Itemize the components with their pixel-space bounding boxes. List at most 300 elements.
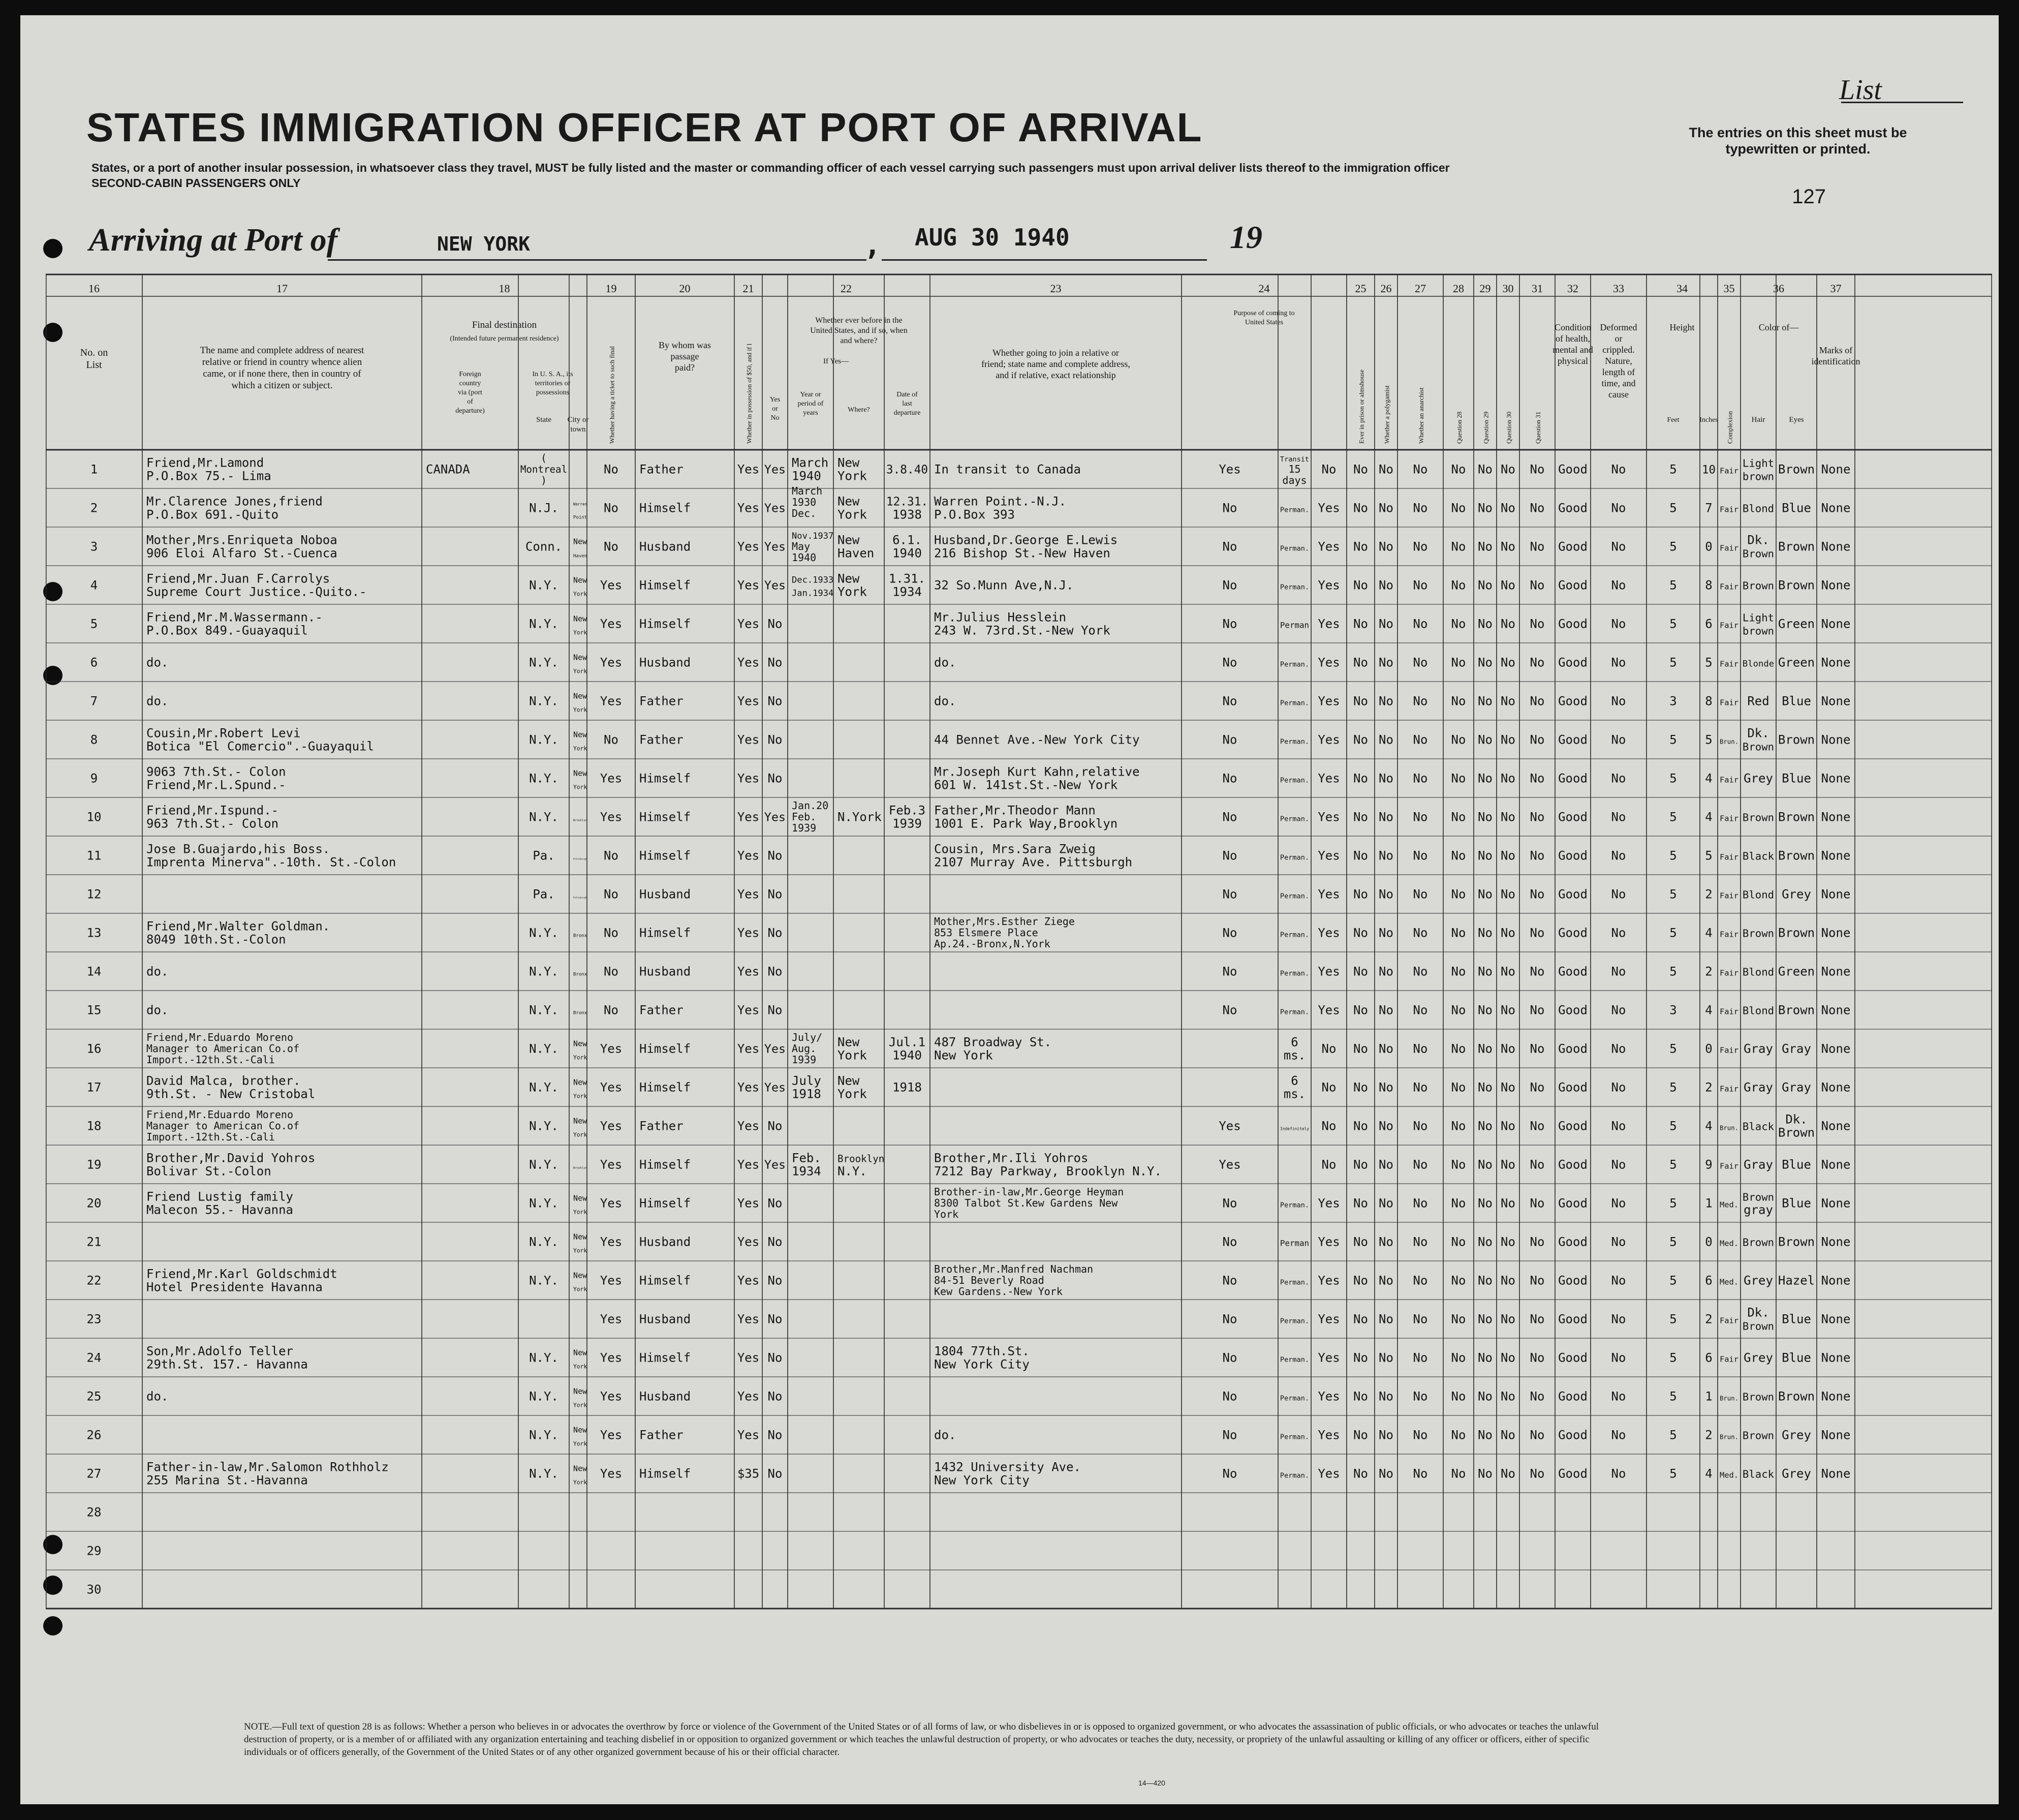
cell-before: Yes: [764, 1157, 786, 1172]
cell-rel: Botica "El Comercio".-Guayaquil: [146, 739, 374, 754]
cell-p31: No: [1530, 539, 1545, 554]
cell-year: Jan.1934: [792, 588, 834, 599]
cell-money: Yes: [737, 578, 760, 593]
cell-comp: Brun.: [1719, 738, 1739, 746]
cell-p27: No: [1413, 1466, 1428, 1481]
cell-p29: No: [1478, 848, 1493, 863]
cell-cit: Yes: [1318, 1196, 1340, 1211]
cell-rel: Friend,Mr.Eduardo Moreno: [146, 1031, 293, 1043]
cell-p31: No: [1530, 501, 1545, 515]
cell-hair: Brown: [1742, 1391, 1775, 1403]
cell-in: 4: [1705, 926, 1713, 940]
cell-p31: No: [1530, 1350, 1545, 1365]
cell-city: York: [573, 1479, 587, 1486]
cell-rel: Friend Lustig family: [146, 1189, 293, 1204]
header-purpose: United States: [1245, 319, 1284, 326]
cell-p25: No: [1353, 848, 1368, 863]
cell-ticket: Yes: [600, 1157, 623, 1172]
column-number: 29: [1479, 282, 1491, 295]
cell-p26: No: [1379, 539, 1393, 554]
cell-in: 8: [1705, 694, 1713, 708]
cell-p31: No: [1530, 1003, 1545, 1017]
cell-comp: Med.: [1719, 1239, 1739, 1248]
cell-money: Yes: [737, 1350, 760, 1365]
cell-p27: No: [1413, 462, 1428, 477]
cell-cit: Yes: [1318, 771, 1340, 786]
cell-p30: No: [1501, 462, 1515, 477]
cell-p27: No: [1413, 1157, 1428, 1172]
cell-len: 6: [1291, 1073, 1298, 1088]
cell-health: Good: [1558, 1235, 1588, 1249]
cell-city: York: [573, 1054, 587, 1061]
cell-health: Good: [1558, 964, 1588, 979]
header-passage-paid: passage: [670, 351, 699, 361]
cell-ft: 5: [1669, 1041, 1677, 1056]
cell-paid: Himself: [639, 616, 691, 631]
cell-cit: Yes: [1318, 926, 1340, 940]
cell-state: N.Y.: [529, 655, 558, 670]
cell-p31: No: [1530, 1041, 1545, 1056]
header-rotated-25: Ever in prison or almshouse: [1357, 369, 1365, 444]
cell-marks: None: [1821, 810, 1851, 824]
cell-p25: No: [1353, 1312, 1368, 1327]
cell-p28: No: [1451, 1312, 1466, 1327]
cell-in: 2: [1705, 1312, 1713, 1327]
cell-eyes: Brown: [1778, 578, 1815, 593]
cell-ticket: Yes: [600, 810, 623, 824]
cell-ft: 5: [1669, 655, 1677, 670]
cell-money: Yes: [737, 462, 760, 477]
cell-rel: Jose B.Guajardo,his Boss.: [146, 842, 330, 856]
cell-p27: No: [1413, 771, 1428, 786]
cell-city: New: [573, 653, 587, 662]
cell-comp: Fair: [1719, 1045, 1739, 1055]
cell-p29: No: [1478, 1235, 1493, 1249]
cell-year: 1940: [792, 551, 817, 564]
cell-p27: No: [1413, 1312, 1428, 1327]
cell-date: 1938: [892, 507, 922, 522]
cell-no: 30: [86, 1582, 102, 1597]
cell-join: Brother,Mr.Manfred Nachman: [934, 1263, 1094, 1275]
cell-p27: No: [1413, 1119, 1428, 1133]
cell-paid: Husband: [639, 539, 691, 554]
cell-city: Bronx: [573, 1010, 587, 1016]
cell-paid: Himself: [639, 1350, 691, 1365]
cell-p25: No: [1353, 1196, 1368, 1211]
cell-rel: Friend,Mr.Karl Goldschmidt: [146, 1267, 337, 1281]
cell-city: York: [573, 745, 587, 752]
cell-p30: No: [1501, 694, 1515, 708]
cell-city: Bronx: [573, 972, 587, 977]
cell-p30: No: [1501, 1466, 1515, 1481]
cell-in: 4: [1705, 810, 1713, 824]
cell-p27: No: [1413, 848, 1428, 863]
cell-rel: P.O.Box 691.-Quito: [146, 507, 279, 522]
cell-where: New: [837, 494, 860, 509]
cell-before: No: [767, 1389, 783, 1404]
cell-len: Perman.: [1280, 931, 1310, 939]
cell-health: Good: [1558, 462, 1588, 477]
cell-money: Yes: [737, 1157, 760, 1172]
cell-where: New: [837, 1073, 860, 1088]
column-number: 26: [1380, 282, 1392, 295]
cell-rel: do.: [146, 655, 169, 670]
cell-join: 487 Broadway St.: [934, 1035, 1052, 1050]
cell-comp: Fair: [1719, 1084, 1739, 1094]
column-number: 36: [1773, 282, 1784, 295]
page-title: STATES IMMIGRATION OFFICER AT PORT OF ARRIVAL: [86, 105, 1203, 150]
cell-hair: Grey: [1744, 1273, 1773, 1288]
cell-health: Good: [1558, 1157, 1588, 1172]
cell-no: 22: [86, 1273, 102, 1288]
cell-cit: Yes: [1318, 578, 1340, 593]
cell-ticket: No: [604, 964, 618, 979]
cell-paid: Himself: [639, 578, 691, 593]
cell-join: 601 W. 141st.St.-New York: [934, 778, 1118, 792]
cell-in: 2: [1705, 887, 1713, 902]
cell-deformed: No: [1611, 539, 1626, 554]
cell-p28: No: [1451, 964, 1466, 979]
cell-len: Perman.: [1280, 815, 1310, 823]
cell-p28: No: [1451, 616, 1466, 631]
cell-p25: No: [1353, 1428, 1368, 1442]
cell-purpose: No: [1222, 1235, 1237, 1249]
cell-health: Good: [1558, 578, 1588, 593]
cell-comp: Fair: [1719, 1354, 1739, 1364]
cell-no: 7: [90, 694, 98, 708]
subhead-foreign-country: Foreign: [459, 371, 481, 378]
cell-rel: David Malca, brother.: [146, 1073, 301, 1088]
cell-eyes: Blue: [1782, 1350, 1811, 1365]
cell-p29: No: [1478, 1119, 1493, 1133]
cell-ticket: Yes: [600, 1041, 623, 1056]
cell-eyes: Blue: [1782, 1196, 1811, 1211]
cell-rel: Mother,Mrs.Enriqueta Noboa: [146, 533, 337, 547]
cell-no: 10: [86, 810, 102, 824]
cell-health: Good: [1558, 926, 1588, 940]
cell-marks: None: [1821, 964, 1851, 979]
header-rotated-28: Question 28: [1455, 411, 1463, 444]
subhead-year: Year or: [800, 391, 821, 398]
cell-money: Yes: [737, 771, 760, 786]
cell-year: Feb.: [792, 1151, 821, 1165]
cell-p30: No: [1501, 926, 1515, 940]
cell-deformed: No: [1611, 964, 1626, 979]
cell-eyes: Brown: [1778, 539, 1815, 554]
cell-in: 0: [1705, 1235, 1713, 1249]
cell-p26: No: [1379, 1350, 1393, 1365]
cell-purpose: No: [1222, 848, 1237, 863]
cell-cit: Yes: [1318, 1389, 1340, 1404]
cell-p28: No: [1451, 1466, 1466, 1481]
cell-len: Perman.: [1280, 1008, 1310, 1016]
cell-deformed: No: [1611, 1196, 1626, 1211]
cell-hair: Dk.: [1747, 726, 1769, 741]
cell-cit: Yes: [1318, 1003, 1340, 1017]
cell-ft: 5: [1669, 964, 1677, 979]
cell-join: 44 Bennet Ave.-New York City: [934, 732, 1140, 747]
cell-ft: 5: [1669, 1235, 1677, 1249]
cell-p29: No: [1478, 964, 1493, 979]
cell-before: No: [767, 1119, 783, 1133]
cell-p25: No: [1353, 616, 1368, 631]
header-rotated-26: Whether a polygamist: [1383, 385, 1391, 444]
cell-marks: None: [1821, 1003, 1851, 1017]
cell-deformed: No: [1611, 887, 1626, 902]
subhead-yes-no: or: [772, 405, 778, 413]
cell-p29: No: [1478, 1080, 1493, 1095]
cell-year: May: [792, 540, 811, 552]
cell-paid: Himself: [639, 926, 691, 940]
cell-p30: No: [1501, 616, 1515, 631]
cell-city: New: [573, 537, 587, 546]
cell-no: 6: [90, 655, 98, 670]
cell-date: 1934: [892, 584, 922, 599]
cell-in: 4: [1705, 1466, 1713, 1481]
cell-purpose: No: [1222, 501, 1237, 515]
cell-hair: Grey: [1744, 771, 1773, 786]
cell-p26: No: [1379, 810, 1393, 824]
cell-purpose: No: [1222, 1350, 1237, 1365]
cell-p28: No: [1451, 1157, 1466, 1172]
cell-before: No: [767, 655, 783, 670]
cell-p25: No: [1353, 694, 1368, 708]
header-marks: Marks of: [1819, 345, 1853, 355]
cell-eyes: Gray: [1782, 1080, 1811, 1095]
cell-in: 10: [1701, 463, 1716, 477]
cell-p26: No: [1379, 1196, 1393, 1211]
cell-p29: No: [1478, 926, 1493, 940]
cell-p31: No: [1530, 771, 1545, 786]
cell-p28: No: [1451, 1389, 1466, 1404]
cell-state: N.Y.: [529, 1196, 558, 1211]
cell-p28: No: [1451, 1273, 1466, 1288]
cell-eyes: Grey: [1782, 1428, 1811, 1442]
cell-comp: Fair: [1719, 968, 1739, 978]
date-line: [882, 259, 1207, 261]
cell-paid: Husband: [639, 964, 691, 979]
cell-ticket: Yes: [600, 1196, 623, 1211]
cell-state: N.Y.: [529, 694, 558, 708]
cell-year: Feb.: [792, 811, 817, 823]
cell-state: N.Y.: [529, 926, 558, 940]
cell-in: 2: [1705, 1080, 1713, 1095]
cell-city: New: [573, 1425, 587, 1435]
cell-p28: No: [1451, 501, 1466, 515]
cell-p25: No: [1353, 539, 1368, 554]
cell-health: Good: [1558, 616, 1588, 631]
header-health: mental and: [1552, 345, 1593, 355]
cell-p28: No: [1451, 655, 1466, 670]
cell-eyes: Brown: [1778, 848, 1815, 863]
port-value: NEW YORK: [437, 233, 531, 255]
cell-purpose: No: [1222, 1389, 1237, 1404]
subhead-foreign-country: via (port: [458, 389, 482, 396]
column-number: 17: [276, 282, 288, 295]
cell-join: 2107 Murray Ave. Pittsburgh: [934, 855, 1133, 870]
header-height: Height: [1669, 322, 1695, 332]
cell-p28: No: [1451, 462, 1466, 477]
cell-deformed: No: [1611, 655, 1626, 670]
cell-marks: None: [1821, 1428, 1851, 1442]
cell-in: 2: [1705, 964, 1713, 979]
cell-where: N.York: [837, 810, 882, 824]
cell-cit: Yes: [1318, 848, 1340, 863]
cell-money: Yes: [737, 810, 760, 824]
cell-p25: No: [1353, 1080, 1368, 1095]
cell-p30: No: [1501, 887, 1515, 902]
cell-in: 1: [1705, 1196, 1713, 1211]
cell-ticket: No: [604, 501, 618, 515]
cell-health: Good: [1558, 1273, 1588, 1288]
cell-p31: No: [1530, 926, 1545, 940]
cell-paid: Himself: [639, 810, 691, 824]
cell-p30: No: [1501, 732, 1515, 747]
cell-in: 9: [1705, 1157, 1713, 1172]
cell-deformed: No: [1611, 1312, 1626, 1327]
cell-p25: No: [1353, 501, 1368, 515]
cell-p26: No: [1379, 1312, 1393, 1327]
cell-date: Feb.3: [888, 803, 926, 818]
cell-p31: No: [1530, 694, 1545, 708]
form-code: 14—420: [1138, 1779, 1165, 1787]
cell-in: 8: [1705, 578, 1713, 593]
cell-ticket: Yes: [600, 616, 623, 631]
cell-paid: Father: [639, 1428, 684, 1442]
cell-comp: Fair: [1719, 814, 1739, 823]
cell-p29: No: [1478, 1428, 1493, 1442]
cell-p25: No: [1353, 1157, 1368, 1172]
cell-p31: No: [1530, 1428, 1545, 1442]
cell-rel: Friend,Mr.Eduardo Moreno: [146, 1108, 293, 1121]
cell-purpose: No: [1222, 578, 1237, 593]
cell-p28: No: [1451, 848, 1466, 863]
cell-marks: None: [1821, 1157, 1851, 1172]
cell-marks: None: [1821, 1466, 1851, 1481]
cell-year: 1940: [792, 469, 821, 483]
cell-p27: No: [1413, 1389, 1428, 1404]
cell-ticket: No: [604, 848, 618, 863]
cell-ticket: Yes: [600, 578, 623, 593]
cell-cit: Yes: [1318, 655, 1340, 670]
cell-p26: No: [1379, 964, 1393, 979]
header-deformed: crippled.: [1602, 345, 1635, 355]
cell-ft: 3: [1669, 1003, 1677, 1017]
cell-p29: No: [1478, 694, 1493, 708]
cell-purpose: Yes: [1219, 1119, 1241, 1133]
cell-len: Perman.: [1280, 1201, 1310, 1210]
cell-before: No: [767, 1312, 783, 1327]
cell-paid: Himself: [639, 1041, 691, 1056]
cell-join: 84-51 Beverly Road: [934, 1274, 1044, 1286]
cell-p26: No: [1379, 501, 1393, 515]
cell-eyes: Blue: [1782, 1157, 1811, 1172]
footnote: NOTE.—Full text of question 28 is as follows: Whether a person who believes in or advocates the overthrow by force or violence of the Government of the United States or of all forms of law, or who disbelieves in or is opposed to organized government, or who advocates the assassination of public officials, or who advocates or teaches the unlawful destruction of property, or is a member of or affiliated with any organization entertaining and teaching disbelief in or opposition to organized government or which teaches the unlawful destruction of property, or who advocates or teaches the duty, necessity, or propriety of the unlawful assaulting or killing of any officer or officers, either of specific individuals or of officers generally, of the Government of the United States or of any other organized government because of his or their official character.: [244, 1721, 1599, 1757]
cell-p26: No: [1379, 1428, 1393, 1442]
cell-eyes: Hazel: [1778, 1273, 1815, 1288]
cell-len: Perman.: [1280, 776, 1310, 785]
cell-comp: Fair: [1719, 505, 1739, 514]
cell-eyes: Dk.: [1785, 1112, 1808, 1127]
cell-p30: No: [1501, 1350, 1515, 1365]
cell-hair: Black: [1742, 850, 1775, 862]
cell-len: Perman: [1280, 620, 1310, 630]
cell-eyes: Grey: [1782, 1466, 1811, 1481]
cell-marks: None: [1821, 1235, 1851, 1249]
cell-health: Good: [1558, 1041, 1588, 1056]
cell-p30: No: [1501, 771, 1515, 786]
cell-p27: No: [1413, 1196, 1428, 1211]
cell-join: In transit to Canada: [934, 462, 1081, 477]
cell-money: Yes: [737, 1003, 760, 1017]
cell-money: Yes: [737, 926, 760, 940]
cell-comp: Fair: [1719, 1007, 1739, 1016]
cell-city: Brooklyn: [573, 819, 587, 822]
cell-rel: 9063 7th.St.- Colon: [146, 764, 286, 779]
cell-rel: Manager to American Co.of: [146, 1120, 300, 1132]
cell-purpose: No: [1222, 1003, 1237, 1017]
cell-marks: None: [1821, 1350, 1851, 1365]
header-deformed: time, and: [1601, 378, 1636, 388]
cell-hair: gray: [1744, 1202, 1773, 1217]
cell-purpose: No: [1222, 1273, 1237, 1288]
cell-in: 5: [1705, 655, 1713, 670]
cell-join: 1432 University Ave.: [934, 1460, 1081, 1474]
cell-state: N.Y.: [529, 1389, 558, 1404]
cell-no: 18: [86, 1119, 102, 1133]
cell-p30: No: [1501, 1235, 1515, 1249]
cell-paid: Himself: [639, 1196, 691, 1211]
cell-city: York: [573, 1131, 587, 1138]
cell-before: No: [767, 1273, 783, 1288]
cell-city: New: [573, 575, 587, 585]
cell-p29: No: [1478, 1273, 1493, 1288]
cell-join: 7212 Bay Parkway, Brooklyn N.Y.: [934, 1164, 1162, 1179]
header-rotated-30: Question 30: [1505, 411, 1513, 444]
cell-join: 853 Elsmere Place: [934, 927, 1038, 939]
cell-cit: Yes: [1318, 887, 1340, 902]
cell-no: 25: [86, 1389, 102, 1404]
cell-rel: Import.-12th.St.-Cali: [146, 1131, 275, 1143]
cell-p29: No: [1478, 1003, 1493, 1017]
column-number: 28: [1453, 282, 1464, 295]
cell-deformed: No: [1611, 771, 1626, 786]
cell-purpose: No: [1222, 926, 1237, 940]
header-marks: identification: [1811, 356, 1860, 366]
cell-health: Good: [1558, 848, 1588, 863]
cell-len: Perman.: [1280, 1278, 1310, 1287]
cell-hair: Blond: [1742, 502, 1775, 515]
cell-before: No: [767, 964, 783, 979]
subhead-feet: Feet: [1667, 416, 1680, 424]
header-relative: relative or friend in country whence alien: [202, 357, 362, 367]
cell-in: 4: [1705, 771, 1713, 786]
cell-paid: Himself: [639, 1157, 691, 1172]
column-number: 34: [1676, 282, 1688, 295]
cell-p31: No: [1530, 887, 1545, 902]
cell-marks: None: [1821, 501, 1851, 515]
cell-city: York: [573, 1363, 587, 1370]
column-number: 23: [1050, 282, 1062, 295]
cell-hair: Brown: [1742, 547, 1775, 560]
cell-paid: Himself: [639, 848, 691, 863]
cell-date: 12.31.: [886, 495, 928, 509]
cell-join: Mr.Julius Hesslein: [934, 610, 1067, 625]
cell-year: Jan.20: [792, 799, 829, 812]
cell-no: 16: [86, 1041, 102, 1056]
cell-p26: No: [1379, 732, 1393, 747]
cell-p30: No: [1501, 848, 1515, 863]
